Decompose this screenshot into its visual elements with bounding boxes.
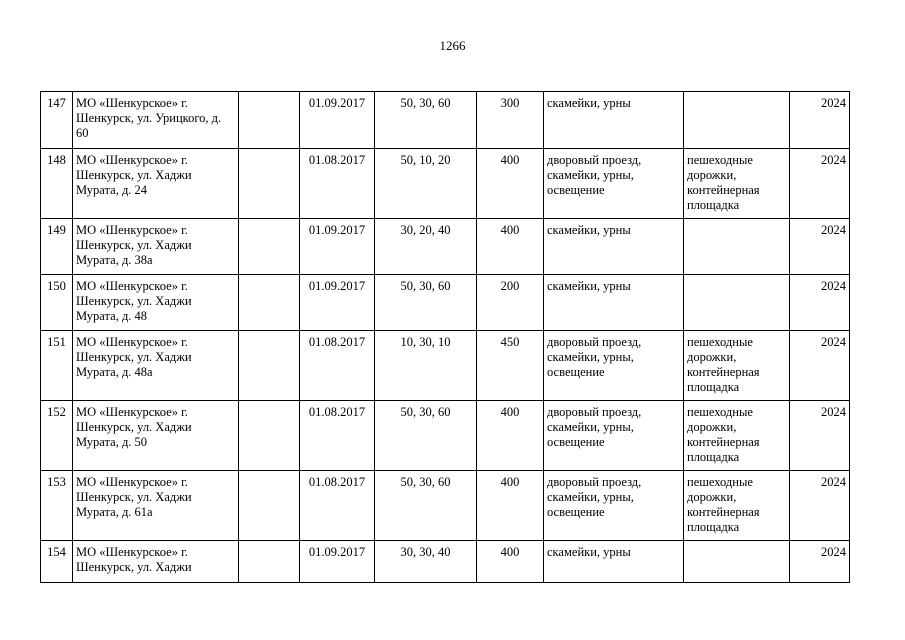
empty-cell <box>239 331 300 401</box>
year-cell: 2024 <box>790 541 850 583</box>
date-cell: 01.08.2017 <box>300 471 375 541</box>
date-cell: 01.08.2017 <box>300 401 375 471</box>
year-cell: 2024 <box>790 401 850 471</box>
additional-works-cell <box>684 92 790 149</box>
data-table <box>40 91 850 583</box>
table-row <box>41 92 850 149</box>
address-cell: МО «Шенкурское» г. Шенкурск, ул. Урицкого, д. 60 <box>73 92 239 149</box>
works-cell: скамейки, урны <box>544 219 684 275</box>
date-cell: 01.08.2017 <box>300 331 375 401</box>
date-cell: 01.09.2017 <box>300 275 375 331</box>
table-row <box>41 541 850 583</box>
row-number: 150 <box>41 275 73 331</box>
works-cell: дворовый проезд, скамейки, урны, освещение <box>544 331 684 401</box>
empty-cell <box>239 275 300 331</box>
row-number: 153 <box>41 471 73 541</box>
additional-works-cell: пешеходные дорожки, контейнерная площадка <box>684 149 790 219</box>
row-number: 154 <box>41 541 73 583</box>
additional-works-cell: пешеходные дорожки, контейнерная площадка <box>684 401 790 471</box>
area-cell: 400 <box>477 401 544 471</box>
address-cell: МО «Шенкурское» г. Шенкурск, ул. Хаджи <box>73 541 239 583</box>
table-row <box>41 149 850 219</box>
table-row <box>41 275 850 331</box>
empty-cell <box>239 92 300 149</box>
area-cell: 200 <box>477 275 544 331</box>
page-number: 1266 <box>439 38 466 53</box>
date-cell: 01.08.2017 <box>300 149 375 219</box>
area-cell: 300 <box>477 92 544 149</box>
row-number: 151 <box>41 331 73 401</box>
works-cell: скамейки, урны <box>544 275 684 331</box>
table-row <box>41 471 850 541</box>
year-cell: 2024 <box>790 219 850 275</box>
date-cell: 01.09.2017 <box>300 541 375 583</box>
address-cell: МО «Шенкурское» г. Шенкурск, ул. Хаджи Мурата, д. 61а <box>73 471 239 541</box>
empty-cell <box>239 541 300 583</box>
row-number: 147 <box>41 92 73 149</box>
additional-works-cell <box>684 219 790 275</box>
additional-works-cell: пешеходные дорожки, контейнерная площадка <box>684 471 790 541</box>
works-cell: дворовый проезд, скамейки, урны, освещение <box>544 401 684 471</box>
address-cell: МО «Шенкурское» г. Шенкурск, ул. Хаджи Мурата, д. 48 <box>73 275 239 331</box>
table-row <box>41 219 850 275</box>
year-cell: 2024 <box>790 92 850 149</box>
area-cell: 400 <box>477 149 544 219</box>
address-cell: МО «Шенкурское» г. Шенкурск, ул. Хаджи Мурата, д. 48а <box>73 331 239 401</box>
dimensions-cell: 30, 30, 40 <box>375 541 477 583</box>
address-cell: МО «Шенкурское» г. Шенкурск, ул. Хаджи Мурата, д. 38а <box>73 219 239 275</box>
area-cell: 400 <box>477 471 544 541</box>
additional-works-cell <box>684 541 790 583</box>
empty-cell <box>239 219 300 275</box>
row-number: 149 <box>41 219 73 275</box>
year-cell: 2024 <box>790 471 850 541</box>
year-cell: 2024 <box>790 149 850 219</box>
works-cell: дворовый проезд, скамейки, урны, освещение <box>544 471 684 541</box>
works-cell: дворовый проезд, скамейки, урны, освещение <box>544 149 684 219</box>
table-row <box>41 401 850 471</box>
empty-cell <box>239 149 300 219</box>
area-cell: 400 <box>477 541 544 583</box>
works-cell: скамейки, урны <box>544 541 684 583</box>
empty-cell <box>239 471 300 541</box>
dimensions-cell: 10, 30, 10 <box>375 331 477 401</box>
dimensions-cell: 30, 20, 40 <box>375 219 477 275</box>
address-cell: МО «Шенкурское» г. Шенкурск, ул. Хаджи Мурата, д. 24 <box>73 149 239 219</box>
works-cell: скамейки, урны <box>544 92 684 149</box>
dimensions-cell: 50, 30, 60 <box>375 275 477 331</box>
empty-cell <box>239 401 300 471</box>
additional-works-cell: пешеходные дорожки, контейнерная площадка <box>684 331 790 401</box>
date-cell: 01.09.2017 <box>300 219 375 275</box>
year-cell: 2024 <box>790 331 850 401</box>
dimensions-cell: 50, 30, 60 <box>375 92 477 149</box>
dimensions-cell: 50, 30, 60 <box>375 401 477 471</box>
area-cell: 450 <box>477 331 544 401</box>
dimensions-cell: 50, 10, 20 <box>375 149 477 219</box>
area-cell: 400 <box>477 219 544 275</box>
additional-works-cell <box>684 275 790 331</box>
table-row <box>41 331 850 401</box>
year-cell: 2024 <box>790 275 850 331</box>
row-number: 148 <box>41 149 73 219</box>
row-number: 152 <box>41 401 73 471</box>
dimensions-cell: 50, 30, 60 <box>375 471 477 541</box>
address-cell: МО «Шенкурское» г. Шенкурск, ул. Хаджи Мурата, д. 50 <box>73 401 239 471</box>
date-cell: 01.09.2017 <box>300 92 375 149</box>
